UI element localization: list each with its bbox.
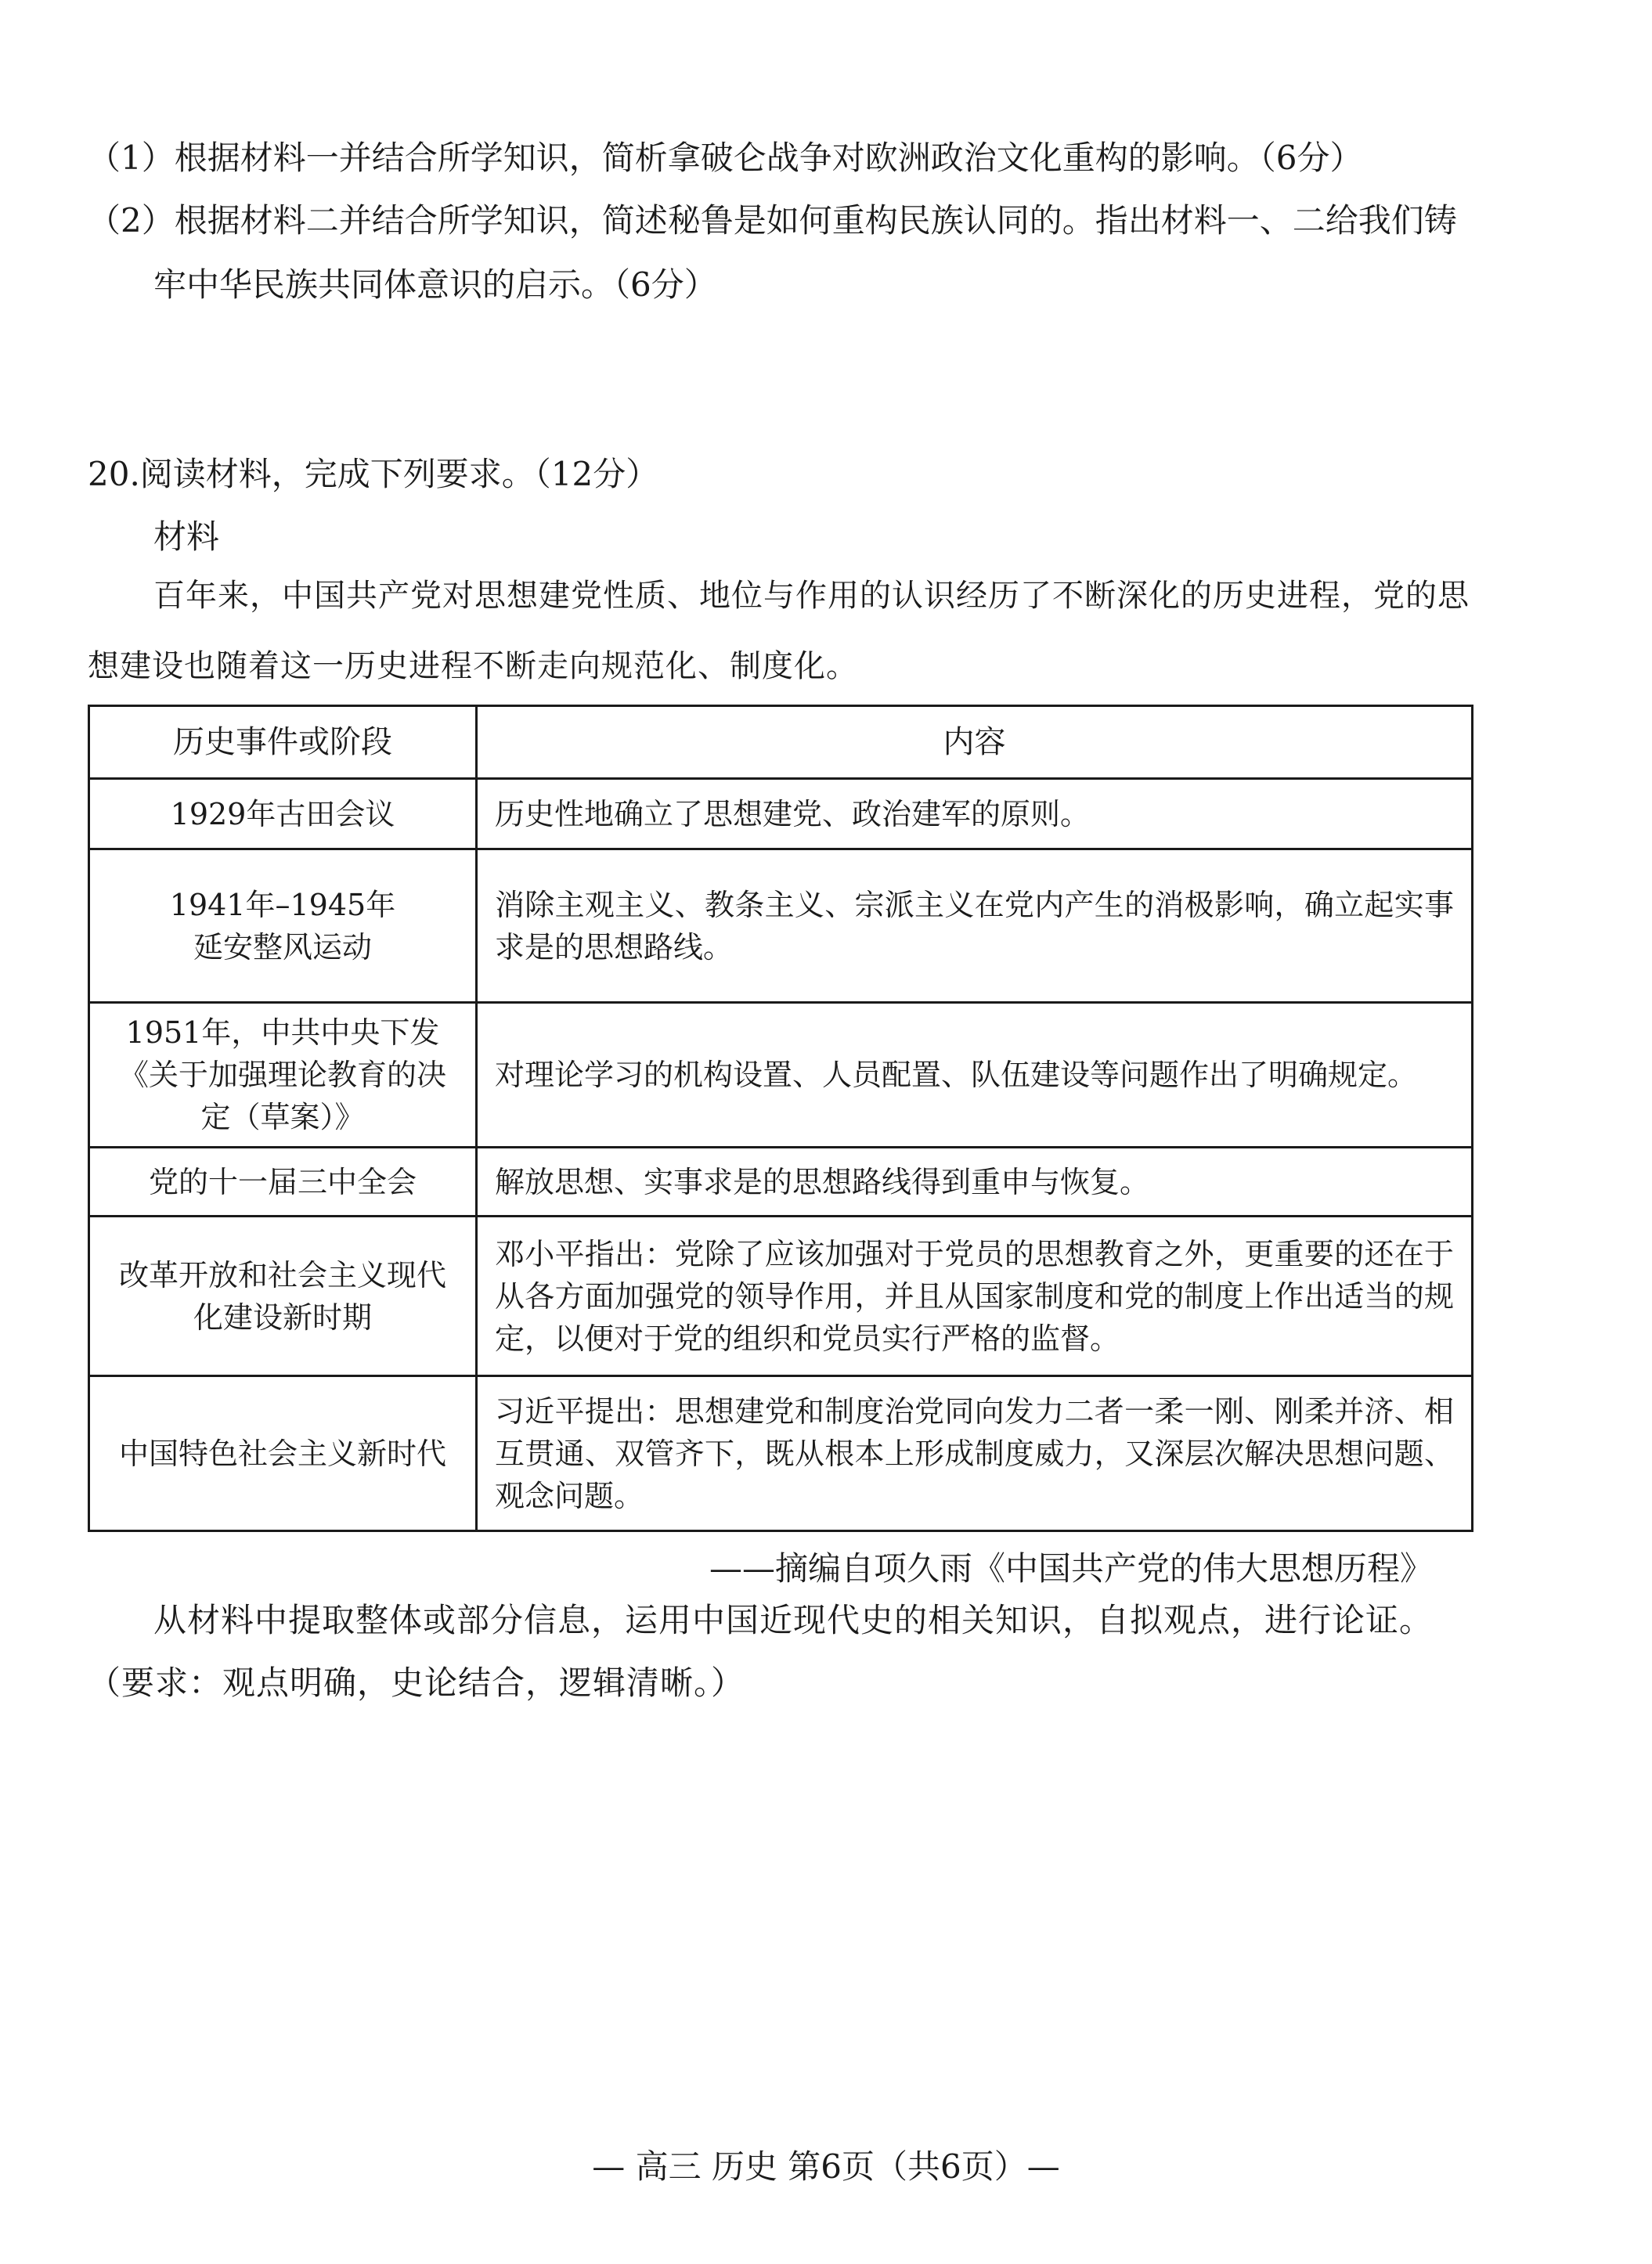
material-label: 材料: [153, 517, 220, 556]
event-cell: 中国特色社会主义新时代: [89, 1376, 477, 1531]
q19-sub2-line1: （2）根据材料二并结合所学知识，简述秘鲁是如何重构民族认同的。指出材料一、二给我们铸: [88, 201, 1457, 240]
event-cell: 1941年–1945年 延安整风运动: [89, 849, 477, 1003]
q20-task: 从材料中提取整体或部分信息，运用中国近现代史的相关知识，自拟观点，进行论证。（要求：观点明确，史论结合，逻辑清晰。）: [88, 1601, 1434, 1702]
q19-sub2-line2: 牢中华民族共同体意识的启示。（6分）: [153, 265, 717, 304]
content-cell: 消除主观主义、教条主义、宗派主义在党内产生的消极影响，确立起实事求是的思想路线。: [477, 849, 1473, 1003]
event-cell: 党的十一届三中全会: [89, 1148, 477, 1217]
table-row: [89, 1148, 1473, 1217]
table-header-row: [89, 706, 1473, 779]
header-event: 历史事件或阶段: [89, 706, 477, 779]
table-row: [89, 779, 1473, 849]
page-footer: — 高三 历史 第6页（共6页）—: [592, 2147, 1060, 2186]
table-row: [89, 849, 1473, 1003]
event-cell: 改革开放和社会主义现代化建设新时期: [89, 1217, 477, 1376]
header-content: 内容: [477, 706, 1473, 779]
content-cell: 习近平提出：思想建党和制度治党同向发力二者一柔一刚、刚柔并济、相互贯通、双管齐下，既从根本上形成制度威力，又深层次解决思想问题、观念问题。: [477, 1376, 1473, 1531]
material-table: [88, 705, 1473, 1532]
content-cell: 解放思想、实事求是的思想路线得到重申与恢复。: [477, 1148, 1473, 1217]
content-cell: 邓小平指出：党除了应该加强对于党员的思想教育之外，更重要的还在于从各方面加强党的领导作用，并且从国家制度和党的制度上作出适当的规定，以便对于党的组织和党员实行严格的监督。: [477, 1217, 1473, 1376]
table-row: [89, 1217, 1473, 1376]
event-cell: 1951年，中共中央下发《关于加强理论教育的决定（草案）》: [89, 1003, 477, 1148]
table-row: [89, 1376, 1473, 1531]
q20-title: 20.阅读材料，完成下列要求。（12分）: [88, 455, 659, 493]
event-cell: 1929年古田会议: [89, 779, 477, 849]
q19-sub1: （1）根据材料一并结合所学知识，简析拿破仑战争对欧洲政治文化重构的影响。（6分）: [88, 139, 1363, 177]
content-cell: 对理论学习的机构设置、人员配置、队伍建设等问题作出了明确规定。: [477, 1003, 1473, 1148]
table-row: [89, 1003, 1473, 1148]
material-source: ——摘编自项久雨《中国共产党的伟大思想历程》: [709, 1549, 1433, 1588]
content-cell: 历史性地确立了思想建党、政治建军的原则。: [477, 779, 1473, 849]
material-intro: 百年来，中国共产党对思想建党性质、地位与作用的认识经历了不断深化的历史进程，党的思想建设也随着这一历史进程不断走向规范化、制度化。: [88, 578, 1470, 684]
